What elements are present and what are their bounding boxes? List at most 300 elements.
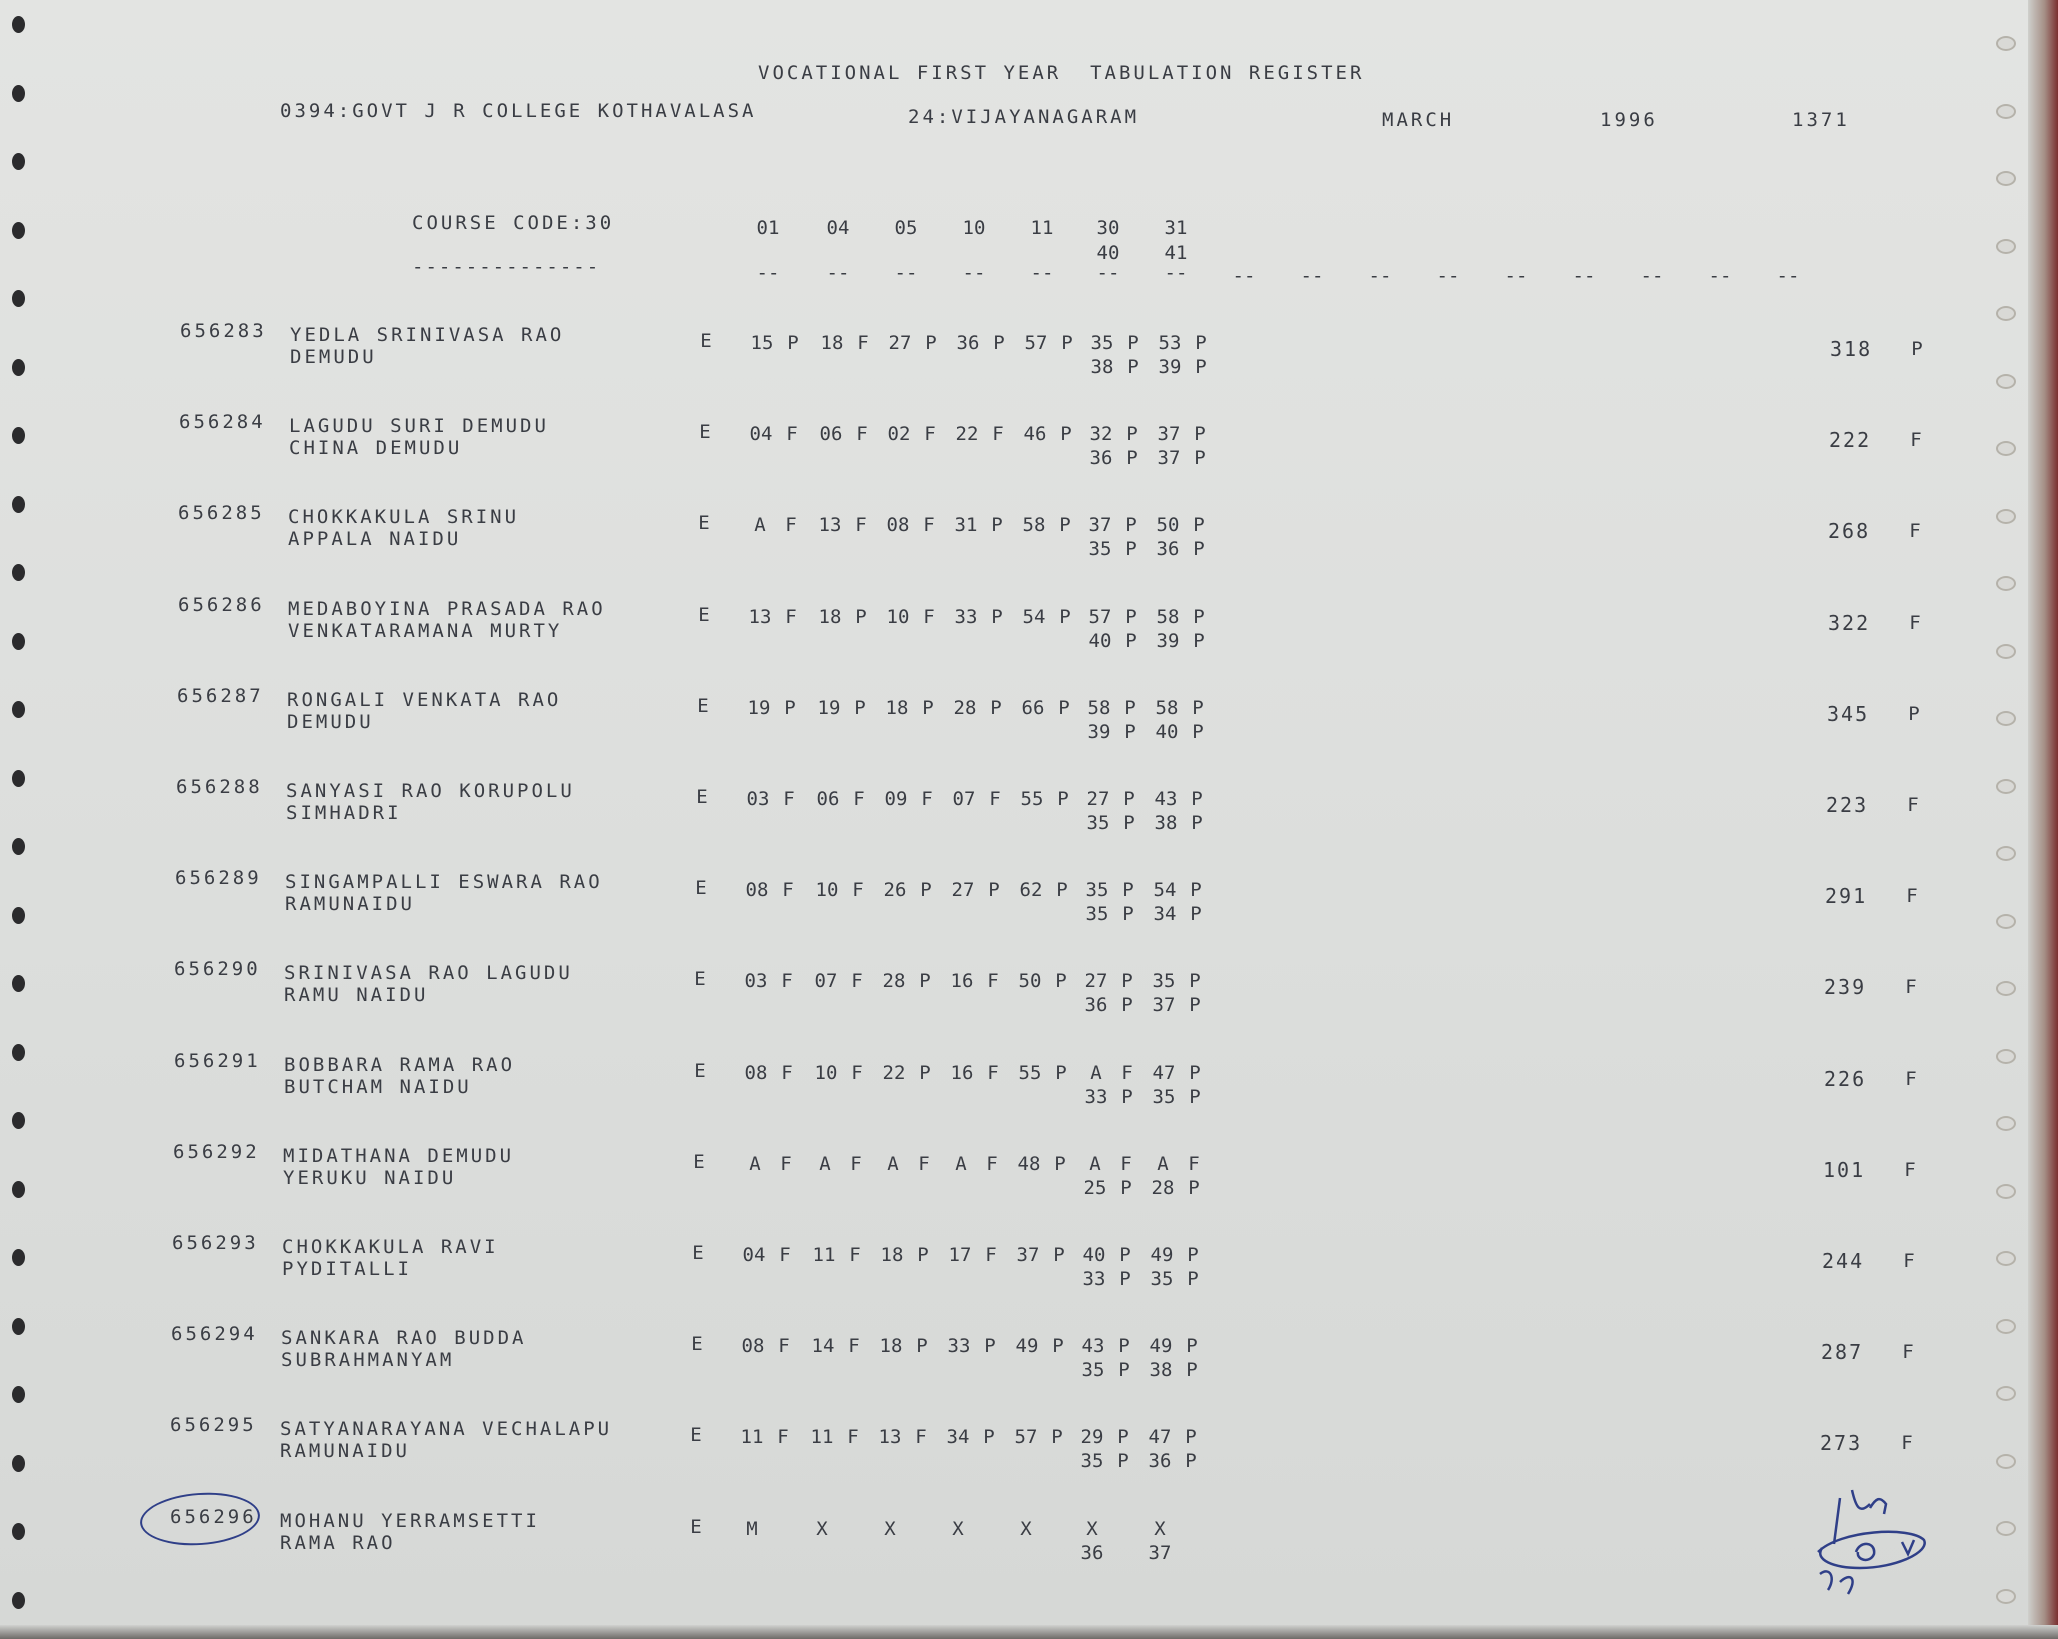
result-code: F: [1904, 1159, 1916, 1181]
subject-mark: 33: [947, 1335, 971, 1357]
subject-mark: 35: [1081, 1359, 1105, 1381]
subject-mark: 10: [814, 1062, 838, 1084]
subject-mark: A: [819, 1153, 831, 1175]
sprocket-hole: [12, 1181, 25, 1198]
subject-grade: F: [850, 1153, 862, 1175]
subject-mark: 37: [1157, 423, 1181, 445]
subject-mark: 39: [1158, 356, 1182, 378]
subject-grade: P: [1119, 1244, 1131, 1266]
subject-code: 31: [1164, 217, 1188, 239]
sprocket-hole: [12, 427, 25, 444]
sprocket-hole-right: [1996, 1589, 2016, 1604]
medium-code: E: [691, 1333, 703, 1355]
subject-mark: 38: [1090, 356, 1114, 378]
medium-code: E: [690, 1516, 702, 1538]
subject-grade: P: [1121, 1086, 1133, 1108]
hall-ticket-number: 656284: [179, 411, 266, 433]
sprocket-hole-right: [1996, 1454, 2016, 1469]
subject-grade: P: [1121, 994, 1133, 1016]
total-marks: 291: [1825, 884, 1868, 908]
result-code: F: [1906, 885, 1918, 907]
subject-grade: P: [1185, 1426, 1197, 1448]
subject-grade: P: [1119, 1268, 1131, 1290]
subject-grade: P: [916, 1335, 928, 1357]
subject-grade: F: [783, 788, 795, 810]
subject-grade: P: [1125, 538, 1137, 560]
subject-mark: 13: [878, 1426, 902, 1448]
subject-grade: P: [1194, 447, 1206, 469]
subject-mark: 09: [884, 788, 908, 810]
subject-mark: 40: [1082, 1244, 1106, 1266]
subject-code: 10: [962, 217, 986, 239]
subject-mark: 27: [1084, 970, 1108, 992]
subject-grade: P: [1186, 1335, 1198, 1357]
subject-mark: 28: [882, 970, 906, 992]
subject-grade: P: [1191, 788, 1203, 810]
column-dash: --: [962, 262, 986, 284]
total-marks: 222: [1829, 428, 1872, 452]
binder-edge: [2028, 0, 2058, 1639]
subject-grade: P: [1054, 1153, 1066, 1175]
sprocket-hole: [12, 1455, 25, 1472]
subject-mark: 50: [1156, 514, 1180, 536]
subject-mark: A: [887, 1153, 899, 1175]
subject-mark: 38: [1154, 812, 1178, 834]
parent-name: RAMA RAO: [280, 1532, 396, 1554]
subject-mark: X: [884, 1518, 896, 1540]
subject-grade: P: [1123, 788, 1135, 810]
student-name: MOHANU YERRAMSETTI: [280, 1510, 540, 1532]
subject-mark: 16: [950, 1062, 974, 1084]
subject-grade: P: [1061, 332, 1073, 354]
sprocket-hole: [12, 1112, 25, 1129]
subject-grade: P: [1192, 721, 1204, 743]
result-code: P: [1911, 338, 1923, 360]
parent-name: RAMUNAIDU: [280, 1440, 410, 1462]
medium-code: E: [697, 695, 709, 717]
subject-mark: 33: [1082, 1268, 1106, 1290]
subject-mark: X: [952, 1518, 964, 1540]
sprocket-hole: [12, 1592, 25, 1609]
student-name: MIDATHANA DEMUDU: [283, 1145, 515, 1167]
subject-mark: 35: [1088, 538, 1112, 560]
sprocket-hole: [12, 975, 25, 992]
sprocket-hole-right: [1996, 509, 2016, 524]
subject-grade: F: [785, 606, 797, 628]
student-name: CHOKKAKULA SRINU: [288, 506, 520, 528]
subject-grade: P: [1186, 1359, 1198, 1381]
subject-mark: 66: [1021, 697, 1045, 719]
sprocket-hole: [12, 85, 25, 102]
subject-grade: P: [1124, 697, 1136, 719]
subject-grade: F: [781, 1062, 793, 1084]
medium-code: E: [693, 1151, 705, 1173]
subject-mark: 14: [811, 1335, 835, 1357]
subject-grade: F: [778, 1335, 790, 1357]
subject-grade: P: [1193, 606, 1205, 628]
sprocket-hole-right: [1996, 644, 2016, 659]
subject-mark: A: [1090, 1062, 1102, 1084]
subject-grade: P: [1193, 630, 1205, 652]
course-code-underline: --------------: [412, 256, 601, 278]
sprocket-hole: [12, 1523, 25, 1540]
subject-grade: P: [1187, 1268, 1199, 1290]
subject-mark: 28: [953, 697, 977, 719]
total-marks: 244: [1822, 1249, 1865, 1273]
subject-mark: A: [1157, 1153, 1169, 1175]
student-name: SRINIVASA RAO LAGUDU: [284, 962, 573, 984]
result-code: F: [1910, 429, 1922, 451]
subject-grade: P: [983, 1426, 995, 1448]
subject-grade: P: [1117, 1450, 1129, 1472]
sheet-bottom-edge: [0, 1625, 2058, 1639]
subject-grade: P: [1122, 879, 1134, 901]
subject-grade: F: [1188, 1153, 1200, 1175]
subject-grade: F: [786, 423, 798, 445]
subject-mark: 10: [815, 879, 839, 901]
subject-mark: 36: [1156, 538, 1180, 560]
subject-mark: X: [1020, 1518, 1032, 1540]
subject-mark: 58: [1087, 697, 1111, 719]
hall-ticket-number: 656288: [176, 776, 263, 798]
subject-code: 40: [1096, 242, 1120, 264]
subject-mark: 08: [745, 879, 769, 901]
sprocket-hole-right: [1996, 1049, 2016, 1064]
column-dash: --: [1368, 265, 1392, 287]
sprocket-hole-right: [1996, 779, 2016, 794]
page-number: 1371: [1792, 109, 1850, 131]
medium-code: E: [699, 421, 711, 443]
exam-month: MARCH: [1382, 109, 1455, 131]
result-code: P: [1908, 703, 1920, 725]
subject-grade: P: [1126, 447, 1138, 469]
column-dash: --: [1030, 262, 1054, 284]
parent-name: SIMHADRI: [286, 802, 402, 824]
total-marks: 318: [1830, 337, 1873, 361]
subject-grade: P: [1195, 332, 1207, 354]
college-name: 0394:GOVT J R COLLEGE KOTHAVALASA: [280, 100, 757, 122]
subject-code: 41: [1164, 242, 1188, 264]
subject-grade: P: [787, 332, 799, 354]
column-dash: --: [756, 262, 780, 284]
subject-mark: 07: [952, 788, 976, 810]
subject-mark: 40: [1088, 630, 1112, 652]
subject-mark: 35: [1150, 1268, 1174, 1290]
result-code: F: [1905, 1068, 1917, 1090]
hall-ticket-number: 656296: [170, 1506, 257, 1528]
subject-grade: P: [984, 1335, 996, 1357]
sprocket-hole-right: [1996, 1116, 2016, 1131]
subject-mark: A: [749, 1153, 761, 1175]
subject-grade: P: [1191, 812, 1203, 834]
subject-mark: 19: [747, 697, 771, 719]
column-dash: --: [1164, 262, 1188, 284]
subject-grade: P: [1192, 697, 1204, 719]
subject-grade: P: [1189, 970, 1201, 992]
hall-ticket-number: 656290: [174, 958, 261, 980]
subject-mark: 06: [819, 423, 843, 445]
parent-name: PYDITALLI: [282, 1258, 412, 1280]
sprocket-hole: [12, 838, 25, 855]
parent-name: SUBRAHMANYAM: [281, 1349, 455, 1371]
subject-mark: 53: [1158, 332, 1182, 354]
medium-code: E: [700, 330, 712, 352]
subject-grade: P: [925, 332, 937, 354]
subject-grade: P: [922, 697, 934, 719]
medium-code: E: [690, 1424, 702, 1446]
subject-grade: P: [1125, 606, 1137, 628]
subject-grade: F: [780, 1153, 792, 1175]
subject-mark: 58: [1022, 514, 1046, 536]
subject-grade: F: [851, 970, 863, 992]
subject-mark: 29: [1080, 1426, 1104, 1448]
total-marks: 239: [1824, 975, 1867, 999]
total-marks: 101: [1823, 1158, 1866, 1182]
subject-grade: F: [857, 332, 869, 354]
subject-mark: 16: [950, 970, 974, 992]
subject-mark: A: [955, 1153, 967, 1175]
subject-grade: P: [1188, 1177, 1200, 1199]
student-name: SATYANARAYANA VECHALAPU: [280, 1418, 613, 1440]
subject-grade: P: [1189, 1086, 1201, 1108]
sprocket-hole-right: [1996, 374, 2016, 389]
subject-mark: X: [1154, 1518, 1166, 1540]
subject-grade: P: [1123, 812, 1135, 834]
subject-mark: 46: [1023, 423, 1047, 445]
subject-mark: M: [746, 1518, 758, 1540]
total-marks: 226: [1824, 1067, 1867, 1091]
result-code: F: [1901, 1432, 1913, 1454]
subject-mark: 37: [1016, 1244, 1040, 1266]
subject-mark: X: [1086, 1518, 1098, 1540]
sprocket-hole: [12, 1318, 25, 1335]
subject-grade: F: [781, 970, 793, 992]
column-dash: --: [894, 262, 918, 284]
hall-ticket-number: 656291: [174, 1050, 261, 1072]
student-name: SANKARA RAO BUDDA: [281, 1327, 527, 1349]
sprocket-hole-right: [1996, 1521, 2016, 1536]
result-code: F: [1903, 1250, 1915, 1272]
subject-mark: 06: [816, 788, 840, 810]
hall-ticket-number: 656292: [173, 1141, 260, 1163]
result-code: F: [1902, 1341, 1914, 1363]
course-code-label: COURSE CODE:30: [412, 212, 615, 234]
medium-code: E: [692, 1242, 704, 1264]
register-title: VOCATIONAL FIRST YEAR TABULATION REGISTER: [758, 62, 1365, 84]
result-code: F: [1909, 612, 1921, 634]
subject-mark: 25: [1083, 1177, 1107, 1199]
subject-grade: F: [986, 1153, 998, 1175]
medium-code: E: [694, 1060, 706, 1082]
subject-grade: P: [1055, 970, 1067, 992]
subject-grade: F: [785, 514, 797, 536]
subject-mark: 43: [1154, 788, 1178, 810]
sprocket-hole-right: [1996, 576, 2016, 591]
subject-grade: F: [923, 606, 935, 628]
subject-grade: F: [985, 1244, 997, 1266]
subject-grade: P: [1058, 697, 1070, 719]
subject-mark: 38: [1149, 1359, 1173, 1381]
student-name: YEDLA SRINIVASA RAO: [290, 324, 565, 346]
sprocket-hole-right: [1996, 981, 2016, 996]
sprocket-hole-right: [1996, 1251, 2016, 1266]
subject-mark: 03: [744, 970, 768, 992]
subject-grade: F: [777, 1426, 789, 1448]
hall-ticket-number: 656294: [171, 1323, 258, 1345]
subject-mark: 62: [1019, 879, 1043, 901]
student-name: BOBBARA RAMA RAO: [284, 1054, 516, 1076]
subject-grade: P: [1057, 788, 1069, 810]
parent-name: YERUKU NAIDU: [283, 1167, 457, 1189]
sprocket-hole: [12, 1386, 25, 1403]
subject-mark: 39: [1087, 721, 1111, 743]
subject-mark: 08: [744, 1062, 768, 1084]
subject-grade: F: [987, 1062, 999, 1084]
subject-mark: 07: [814, 970, 838, 992]
sprocket-hole-right: [1996, 1386, 2016, 1401]
sprocket-hole: [12, 770, 25, 787]
subject-mark: 33: [1084, 1086, 1108, 1108]
sprocket-hole-right: [1996, 846, 2016, 861]
subject-mark: 18: [818, 606, 842, 628]
subject-mark: 49: [1015, 1335, 1039, 1357]
sprocket-hole-right: [1996, 1319, 2016, 1334]
sprocket-hole-right: [1996, 239, 2016, 254]
subject-mark: 17: [948, 1244, 972, 1266]
subject-grade: P: [784, 697, 796, 719]
subject-mark: 40: [1155, 721, 1179, 743]
medium-code: E: [698, 512, 710, 534]
subject-mark: 36: [1148, 1450, 1172, 1472]
subject-mark: 11: [812, 1244, 836, 1266]
column-dash: --: [1504, 265, 1528, 287]
subject-grade: F: [1120, 1153, 1132, 1175]
sprocket-hole: [12, 359, 25, 376]
subject-grade: F: [853, 788, 865, 810]
hall-ticket-number: 656287: [177, 685, 264, 707]
subject-code: 01: [756, 217, 780, 239]
subject-grade: P: [1118, 1359, 1130, 1381]
subject-mark: 35: [1090, 332, 1114, 354]
subject-grade: F: [918, 1153, 930, 1175]
subject-grade: F: [923, 514, 935, 536]
subject-grade: P: [1193, 538, 1205, 560]
subject-grade: F: [855, 514, 867, 536]
subject-grade: P: [1059, 514, 1071, 536]
medium-code: E: [695, 877, 707, 899]
subject-grade: P: [1053, 1244, 1065, 1266]
subject-mark: 27: [1086, 788, 1110, 810]
sprocket-hole-right: [1996, 1184, 2016, 1199]
subject-grade: P: [1121, 970, 1133, 992]
subject-grade: P: [990, 697, 1002, 719]
subject-mark: 26: [883, 879, 907, 901]
subject-mark: 37: [1088, 514, 1112, 536]
subject-mark: 37: [1152, 994, 1176, 1016]
sprocket-hole: [12, 1249, 25, 1266]
subject-grade: P: [1190, 879, 1202, 901]
subject-mark: 04: [749, 423, 773, 445]
subject-grade: F: [989, 788, 1001, 810]
parent-name: RAMUNAIDU: [285, 893, 415, 915]
subject-mark: 22: [882, 1062, 906, 1084]
subject-code: 30: [1096, 217, 1120, 239]
column-dash: --: [1640, 265, 1664, 287]
subject-mark: 58: [1155, 697, 1179, 719]
sprocket-hole: [12, 153, 25, 170]
medium-code: E: [694, 968, 706, 990]
pen-circle-mark: [138, 1489, 261, 1549]
subject-grade: F: [856, 423, 868, 445]
subject-grade: P: [1194, 423, 1206, 445]
column-dash: --: [1096, 262, 1120, 284]
subject-grade: P: [1118, 1335, 1130, 1357]
hall-ticket-number: 656293: [172, 1232, 259, 1254]
student-name: SANYASI RAO KORUPOLU: [286, 780, 575, 802]
subject-grade: P: [1126, 423, 1138, 445]
subject-grade: P: [1125, 514, 1137, 536]
subject-mark: 36: [1080, 1542, 1104, 1564]
subject-grade: P: [1124, 721, 1136, 743]
total-marks: 287: [1821, 1340, 1864, 1364]
subject-mark: 13: [748, 606, 772, 628]
subject-grade: P: [1060, 423, 1072, 445]
student-name: CHOKKAKULA RAVI: [282, 1236, 499, 1258]
subject-grade: P: [1052, 1335, 1064, 1357]
subject-mark: 18: [880, 1244, 904, 1266]
subject-mark: 03: [746, 788, 770, 810]
subject-grade: P: [1125, 630, 1137, 652]
subject-grade: F: [924, 423, 936, 445]
subject-grade: F: [849, 1244, 861, 1266]
subject-grade: F: [851, 1062, 863, 1084]
subject-grade: F: [779, 1244, 791, 1266]
subject-grade: F: [915, 1426, 927, 1448]
subject-grade: P: [1055, 1062, 1067, 1084]
subject-mark: 49: [1149, 1335, 1173, 1357]
subject-grade: P: [988, 879, 1000, 901]
subject-mark: 55: [1018, 1062, 1042, 1084]
result-code: F: [1909, 520, 1921, 542]
subject-grade: P: [917, 1244, 929, 1266]
subject-grade: P: [1122, 903, 1134, 925]
total-marks: 322: [1828, 611, 1871, 635]
subject-grade: P: [854, 697, 866, 719]
student-name: RONGALI VENKATA RAO: [287, 689, 562, 711]
subject-mark: 18: [879, 1335, 903, 1357]
district-name: 24:VIJAYANAGARAM: [908, 106, 1140, 128]
subject-mark: 35: [1085, 879, 1109, 901]
subject-grade: P: [1059, 606, 1071, 628]
subject-code: 11: [1030, 217, 1054, 239]
subject-mark: 34: [946, 1426, 970, 1448]
subject-grade: F: [848, 1335, 860, 1357]
student-name: MEDABOYINA PRASADA RAO: [288, 598, 606, 620]
student-name: SINGAMPALLI ESWARA RAO: [285, 871, 603, 893]
subject-mark: 35: [1152, 970, 1176, 992]
subject-grade: P: [919, 970, 931, 992]
subject-grade: P: [1056, 879, 1068, 901]
subject-mark: 47: [1148, 1426, 1172, 1448]
column-dash: --: [1436, 265, 1460, 287]
hall-ticket-number: 656283: [180, 320, 267, 342]
sprocket-hole: [12, 496, 25, 513]
subject-grade: P: [1120, 1177, 1132, 1199]
subject-mark: 35: [1086, 812, 1110, 834]
parent-name: DEMUDU: [290, 346, 377, 368]
parent-name: DEMUDU: [287, 711, 374, 733]
parent-name: APPALA NAIDU: [288, 528, 462, 550]
